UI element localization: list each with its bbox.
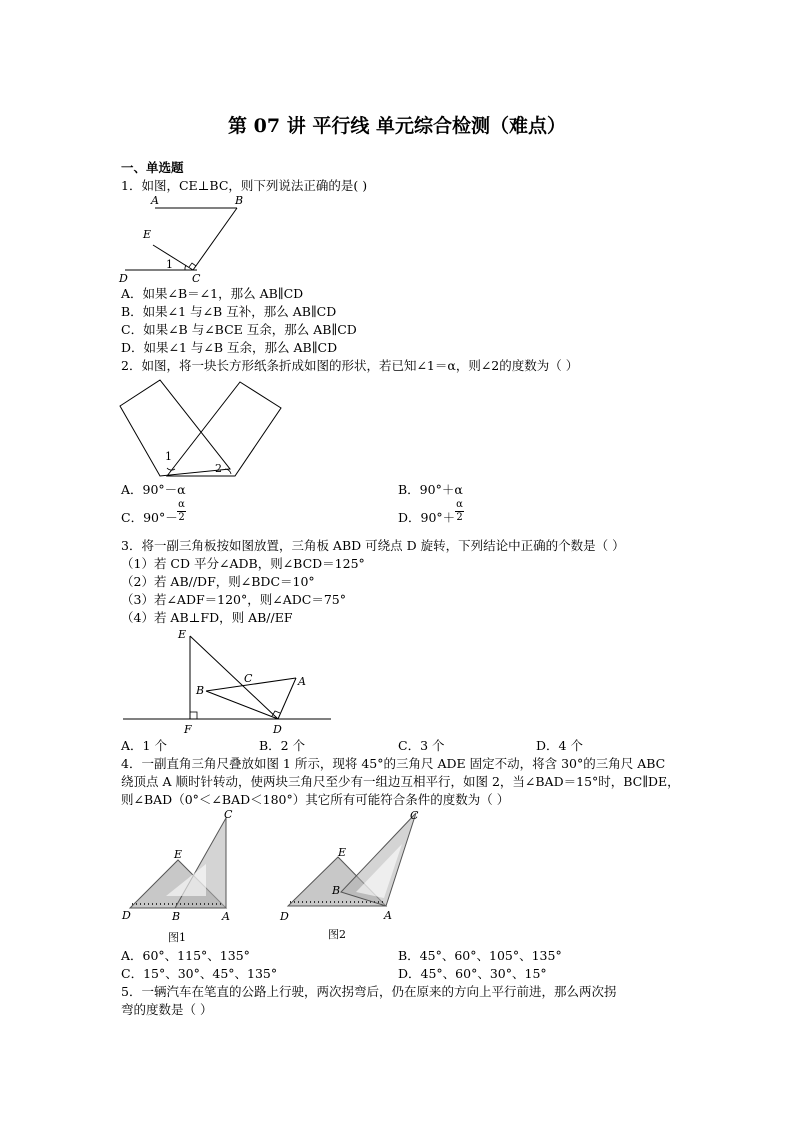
q4-option-b: B．45°、60°、105°、135° — [398, 948, 562, 963]
q3-label-d: D — [273, 723, 282, 736]
q4-stem-line-2: 绕顶点 A 顺时针转动，使两块三角尺至少有一组边互相平行，如图 2，当∠BAD＝15°时，BC∥DE， — [121, 774, 680, 789]
q5-stem-line-1: 5．一辆汽车在笔直的公路上行驶，两次拐弯后，仍在原来的方向上平行前进，那么两次拐 — [121, 984, 617, 999]
q1-option-b: B．如果∠1 与∠B 互补，那么 AB∥CD — [121, 304, 337, 319]
q2-option-c: C．90°－ — [121, 510, 178, 525]
q2-option-d-fraction: α 2 — [456, 499, 463, 523]
q2-option-a: A．90°－α — [121, 482, 186, 497]
q2-label-2: 2 — [215, 462, 222, 475]
q1-label-c: C — [192, 272, 201, 285]
q3-stem: 3．将一副三角板按如图放置，三角板 ABD 可绕点 D 旋转，下列结论中正确的个数是（ ） — [121, 538, 625, 553]
q1-angle1-arc — [185, 265, 186, 270]
q4-fig2-label-b: B — [332, 884, 341, 897]
q4-figure-1 — [118, 808, 243, 948]
q4-option-d: D．45°、60°、30°、15° — [398, 966, 547, 981]
q2-option-c-fraction: α 2 — [178, 499, 185, 523]
section-heading: 一、单选题 — [121, 160, 184, 175]
q4-fig2-label-a: A — [384, 909, 392, 922]
q2-left-strip — [120, 380, 230, 476]
q1-stem: 1．如图，CE⊥BC，则下列说法正确的是( ) — [121, 178, 368, 193]
q5-stem-line-2: 弯的度数是（ ） — [121, 1002, 213, 1017]
q3-label-c: C — [244, 672, 253, 685]
q3-option-d: D．4 个 — [536, 738, 583, 753]
q3-option-b: B．2 个 — [259, 738, 306, 753]
q4-fig1-caption: 图1 — [168, 931, 186, 944]
q4-fig1-label-a: A — [222, 910, 230, 923]
q2-stem: 2．如图，将一块长方形纸条折成如图的形状，若已知∠1＝α，则∠2的度数为（ ） — [121, 358, 579, 373]
q4-figure-2 — [276, 808, 424, 943]
q3-label-b: B — [196, 684, 205, 697]
q1-label-d: D — [119, 272, 128, 285]
q2-figure — [115, 376, 290, 482]
q4-fig1-label-d: D — [122, 909, 131, 922]
q1-option-c: C．如果∠B 与∠BCE 互余，那么 AB∥CD — [121, 322, 357, 337]
q4-stem-line-3: 则∠BAD（0°＜∠BAD＜180°）其它所有可能符合条件的度数为（ ） — [121, 792, 510, 807]
q3-line-ad — [278, 678, 296, 719]
q1-label-1: 1 — [166, 258, 173, 271]
q4-fig2-label-d: D — [280, 910, 289, 923]
q4-stem-line-1: 4．一副直角三角尺叠放如图 1 所示，现将 45°的三角尺 ADE 固定不动，将含 30°的三角尺 ABC — [121, 756, 666, 771]
q4-option-a: A．60°、115°、135° — [121, 948, 250, 963]
q4-fig1-label-c: C — [224, 808, 233, 821]
q3-line-bd — [206, 691, 278, 719]
q3-option-a: A．1 个 — [121, 738, 167, 753]
q1-label-b: B — [235, 194, 244, 207]
q3-item-4: （4）若 AB⊥FD，则 AB//EF — [121, 610, 293, 625]
page-title: 第 07 讲 平行线 单元综合检测（难点） — [228, 115, 566, 137]
q4-option-c: C．15°、30°、45°、135° — [121, 966, 278, 981]
q3-label-e: E — [178, 628, 187, 641]
q1-figure — [115, 190, 245, 285]
q3-label-f: F — [184, 723, 192, 736]
q3-figure — [118, 626, 336, 738]
q3-item-2: （2）若 AB//DF，则∠BDC＝10° — [121, 574, 315, 589]
q3-label-a: A — [298, 675, 306, 688]
q1-option-d: D．如果∠1 与∠B 互余，那么 AB∥CD — [121, 340, 338, 355]
q4-fig2-caption: 图2 — [328, 928, 346, 941]
q1-line-bc — [193, 208, 237, 270]
q4-fig2-label-c: C — [410, 809, 419, 822]
q3-option-c: C．3 个 — [398, 738, 445, 753]
q3-right-angle-f — [190, 712, 197, 719]
q3-line-ed — [190, 636, 278, 719]
q4-fig2-label-e: E — [338, 846, 347, 859]
q1-option-a: A．如果∠B＝∠1，那么 AB∥CD — [121, 286, 304, 301]
q4-fig1-label-e: E — [174, 848, 183, 861]
q2-option-b: B．90°＋α — [398, 482, 463, 497]
q4-fig1-label-b: B — [172, 910, 181, 923]
q3-item-1: （1）若 CD 平分∠ADB，则∠BCD＝125° — [121, 556, 365, 571]
q1-line-ce — [153, 245, 193, 270]
q3-right-angle-d — [272, 711, 280, 716]
q2-label-1: 1 — [165, 450, 172, 463]
q1-label-a: A — [151, 194, 159, 207]
q1-label-e: E — [143, 228, 152, 241]
q3-item-3: （3）若∠ADF＝120°，则∠ADC＝75° — [121, 592, 347, 607]
q2-angle1-arc — [167, 468, 175, 470]
q2-option-d: D．90°＋ — [398, 510, 456, 525]
